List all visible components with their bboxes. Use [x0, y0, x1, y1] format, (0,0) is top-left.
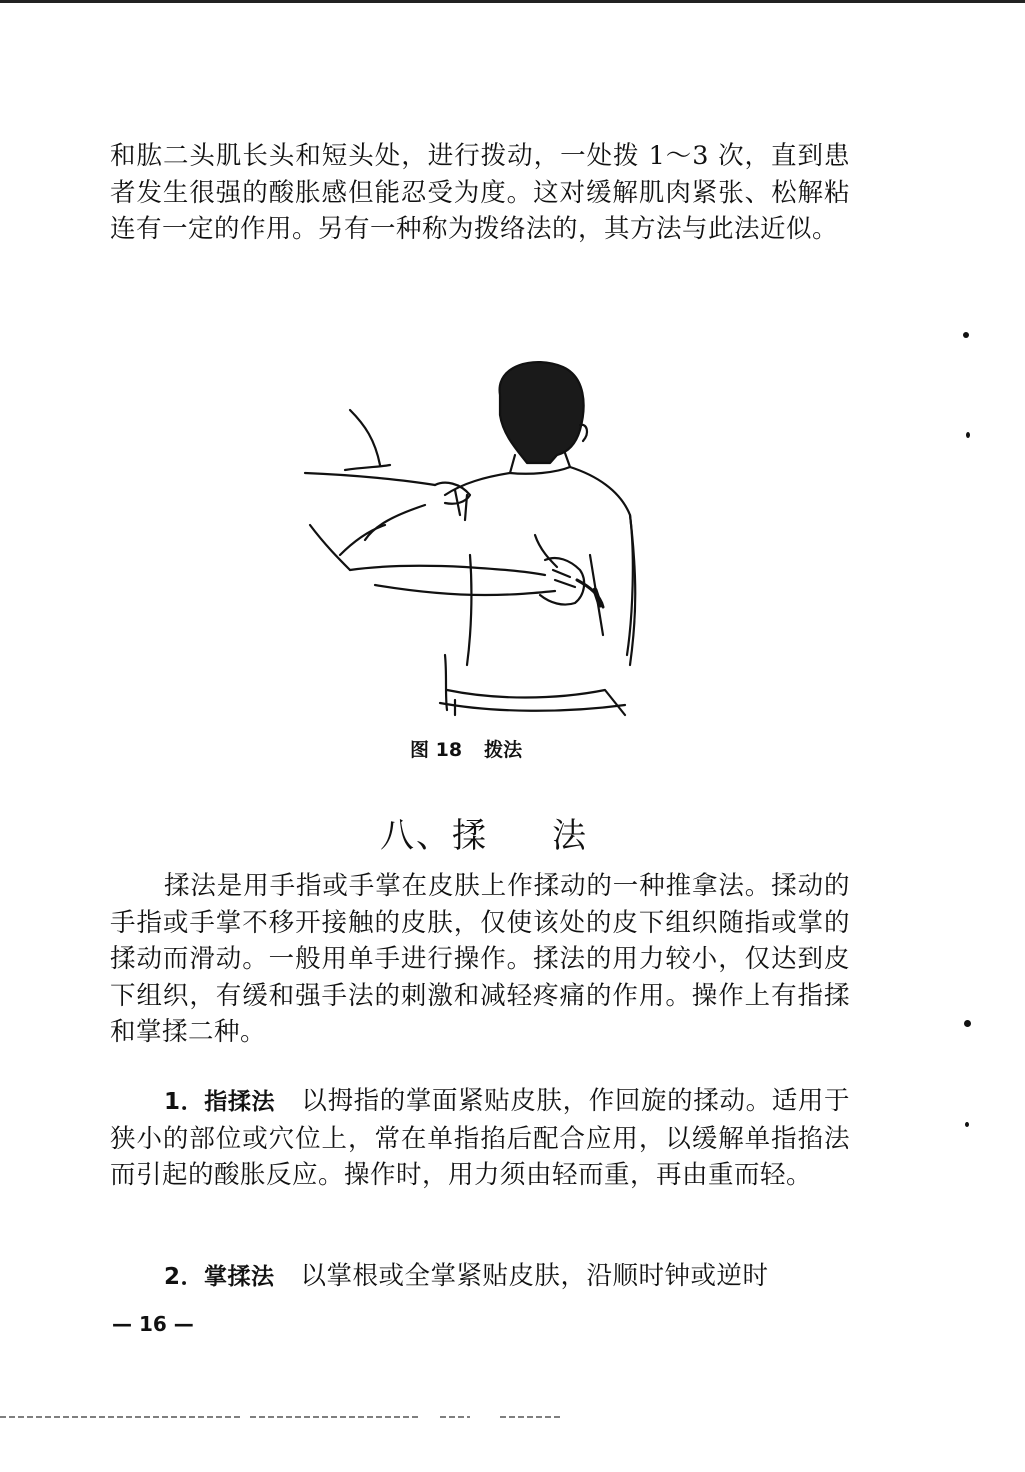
top-border-line — [0, 0, 1025, 3]
section-heading — [380, 808, 588, 857]
section-heading-part1: 八、揉 — [380, 816, 488, 856]
section-heading-part2: 法 — [552, 816, 588, 856]
bottom-scan-artifact — [0, 1414, 600, 1420]
term-palm-kneading: 2．掌揉法 — [164, 1264, 275, 1290]
paragraph-kneading-intro: 揉法是用手指或手掌在皮肤上作揉动的一种推拿法。揉动的手指或手掌不移开接触的皮肤，仅使该处的皮下组织随指或掌的揉动而滑动。一般用单手进行操作。揉法的用力较小，仅达到皮下组织，有缓和强手法的刺激和减轻疼痛的作用。操作上有指揉和掌揉二种。 — [110, 871, 850, 1047]
page-number: — 16 — — [112, 1312, 194, 1336]
palm-kneading-text: 以掌根或全掌紧贴皮肤，沿顺时钟或逆时 — [300, 1261, 769, 1291]
scan-speck — [964, 1020, 971, 1027]
scan-speck — [966, 432, 970, 438]
paragraph-plucking-continued: 和肱二头肌长头和短头处，进行拨动，一处拨 1～3 次，直到患者发生很强的酸胀感但能忍受为度。这对缓解肌肉紧张、松解粘连有一定的作用。另有一种称为拨络法的，其方法与此法近似。 — [110, 141, 850, 244]
figure-caption — [410, 735, 522, 762]
paragraph-finger-kneading — [110, 1083, 850, 1194]
finger-kneading-text: 以拇指的掌面紧贴皮肤，作回旋的揉动。适用于狭小的部位或穴位上，常在单指掐后配合应用，以缓解单指掐法而引起的酸胀反应。操作时，用力须由轻而重，再由重而轻。 — [110, 1086, 850, 1190]
figure-title: 拨法 — [484, 739, 523, 761]
figure-number: 图 18 — [410, 739, 463, 761]
scan-speck — [963, 332, 969, 338]
paragraph-palm-kneading — [110, 1258, 850, 1296]
term-finger-kneading: 1．指揉法 — [164, 1089, 276, 1115]
scan-speck — [965, 1122, 969, 1127]
figure-18-illustration — [295, 355, 640, 725]
